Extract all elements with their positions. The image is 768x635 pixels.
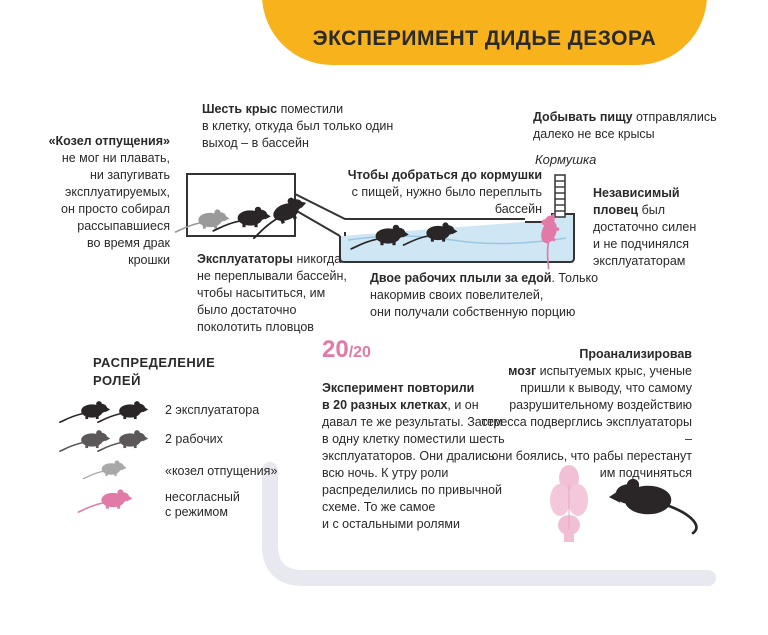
note-independent: Независимый пловец был достаточно силен и не подчинялся эксплуататорам bbox=[593, 186, 697, 268]
legend-label-exploiters: 2 эксплуататора bbox=[165, 403, 260, 417]
note-brain: Проанализировав мозг испытуемых крыс, ученые пришли к выводу, что самому разрушительному воздействию стресса подверглись эксплуататоры – они боялись, что рабы перестанут им подчиняться bbox=[481, 347, 692, 480]
legend-exploiter-rat-1 bbox=[60, 401, 110, 422]
big-rat-illustration bbox=[611, 480, 697, 533]
note-six-rats: Шесть крыс поместили в клетку, откуда был только один выход – в бассейн bbox=[202, 102, 394, 150]
note-scapegoat: «Козел отпущения» не мог ни плавать, ни запугивать эксплуатируемых, он просто собирал рассыпавшиеся во время драк крошки bbox=[48, 134, 170, 267]
pool bbox=[340, 214, 574, 262]
note-exploiters: Эксплуататоры никогда не переплывали бассейн, чтобы насытиться, им было достаточно поколотить пловцов bbox=[197, 252, 347, 334]
note-to-feeder: Чтобы добраться до кормушки с пищей, нужно было переплыть бассейн bbox=[347, 168, 542, 216]
note-repeat: Эксперимент повторили в 20 разных клетках, и он давал те же результаты. Затем в одну клетку поместили шесть эксплуататоров. Они дрались всю ночь. К утру роли распределились по привычной схеме. То же самое и с остальными ролями bbox=[322, 381, 505, 531]
legend-label-scapegoat: «козел отпущения» bbox=[165, 464, 278, 478]
legend-label-rebel: несогласный с режимом bbox=[165, 490, 240, 519]
legend-rebel-rat bbox=[79, 490, 132, 512]
page-title: ЭКСПЕРИМЕНТ ДИДЬЕ ДЕЗОРА bbox=[312, 27, 657, 50]
legend-scapegoat-rat bbox=[83, 461, 126, 479]
ratio-20-20: 20/20 bbox=[322, 336, 371, 363]
legend-label-workers: 2 рабочих bbox=[165, 432, 223, 446]
feeder-label: Кормушка bbox=[535, 152, 597, 167]
note-get-food: Добывать пищу отправлялись далеко не все крысы bbox=[533, 110, 717, 141]
roles-title: РАСПРЕДЕЛЕНИЕ РОЛЕЙ bbox=[93, 355, 216, 388]
legend-worker-rat-1 bbox=[60, 430, 110, 451]
note-workers: Двое рабочих плыли за едой. Только накормив своих повелителей, они получали собственную порцию bbox=[370, 271, 599, 319]
